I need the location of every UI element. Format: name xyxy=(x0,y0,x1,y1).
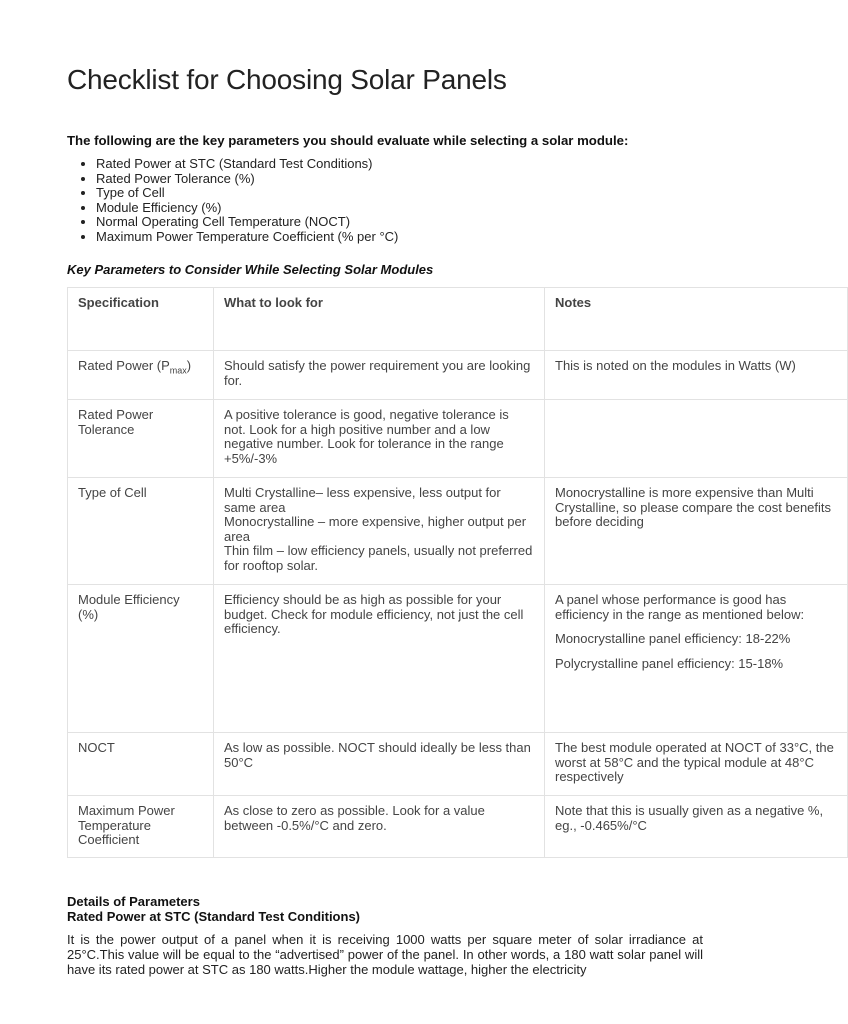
cell-look-for: Multi Crystalline– less expensive, less output for same area Monocrystalline – more expensive, higher output per area Thin film – low efficiency panels, usually not preferred for rooftop solar. xyxy=(214,478,545,585)
table-row xyxy=(68,733,848,796)
cell-look-for: Efficiency should be as high as possible for your budget. Check for module efficiency, not just the cell efficiency. xyxy=(214,585,545,733)
cell-notes: The best module operated at NOCT of 33°C, the worst at 58°C and the typical module at 48°C respectively xyxy=(545,733,848,796)
list-item: • Module Efficiency (%) xyxy=(96,201,398,216)
table-row xyxy=(68,400,848,478)
cell-look-for: Should satisfy the power requirement you are looking for. xyxy=(214,351,545,400)
parameters-table xyxy=(67,287,848,858)
cell-spec: Type of Cell xyxy=(68,478,214,585)
list-item: • Rated Power Tolerance (%) xyxy=(96,172,398,187)
cell-spec: Module Efficiency (%) xyxy=(68,585,214,733)
list-item: • Rated Power at STC (Standard Test Conditions) xyxy=(96,157,398,172)
table-row xyxy=(68,585,848,733)
cell-notes: A panel whose performance is good has efficiency in the range as mentioned below: Monocrystalline panel efficiency: 18-22% Polycrystalline panel efficiency: 15-18% xyxy=(545,585,848,733)
details-heading-block xyxy=(67,894,360,924)
list-item: • Maximum Power Temperature Coefficient (% per °C) xyxy=(96,230,398,245)
cell-notes: This is noted on the modules in Watts (W) xyxy=(545,351,848,400)
cell-look-for: A positive tolerance is good, negative tolerance is not. Look for a high positive number and a low negative number. Look for tolerance in the range +5%/-3% xyxy=(214,400,545,478)
header-notes: Notes xyxy=(545,288,848,351)
intro-text: The following are the key parameters you should evaluate while selecting a solar module: xyxy=(67,133,629,148)
cell-notes: Note that this is usually given as a negative %, eg., -0.465%/°C xyxy=(545,796,848,858)
table-header-row xyxy=(68,288,848,351)
table-row xyxy=(68,351,848,400)
cell-spec: NOCT xyxy=(68,733,214,796)
cell-look-for: As close to zero as possible. Look for a value between -0.5%/°C and zero. xyxy=(214,796,545,858)
parameter-list xyxy=(67,157,398,244)
table-container[interactable] xyxy=(67,287,834,859)
details-paragraph: It is the power output of a panel when it is receiving 1000 watts per square meter of solar irradiance at 25°C.This value will be equal to the “advertised” power of the panel. In other words, a 180 watt solar panel will have its rated power at STC as 180 watts.Higher the module wattage, higher the electricity xyxy=(67,932,703,977)
table-row xyxy=(68,478,848,585)
header-specification: Specification xyxy=(68,288,214,351)
page-title: Checklist for Choosing Solar Panels xyxy=(67,64,507,95)
details-subheading: Rated Power at STC (Standard Test Conditions) xyxy=(67,909,361,924)
table-caption: Key Parameters to Consider While Selecting Solar Modules xyxy=(67,262,434,277)
cell-notes xyxy=(545,400,848,478)
list-item: • Normal Operating Cell Temperature (NOCT) xyxy=(96,215,398,230)
cell-look-for: As low as possible. NOCT should ideally be less than 50°C xyxy=(214,733,545,796)
list-item: • Type of Cell xyxy=(96,186,398,201)
cell-spec: Rated Power $(P_{max})$ xyxy=(68,351,214,400)
cell-spec: Maximum Power Temperature Coefficient xyxy=(68,796,214,858)
cell-notes: Monocrystalline is more expensive than Multi Crystalline, so please compare the cost benefits before deciding xyxy=(545,478,848,585)
cell-spec: Rated Power Tolerance xyxy=(68,400,214,478)
details-heading: Details of Parameters xyxy=(67,894,200,909)
header-what-to-look-for: What to look for xyxy=(214,288,545,351)
table-row xyxy=(68,796,848,858)
